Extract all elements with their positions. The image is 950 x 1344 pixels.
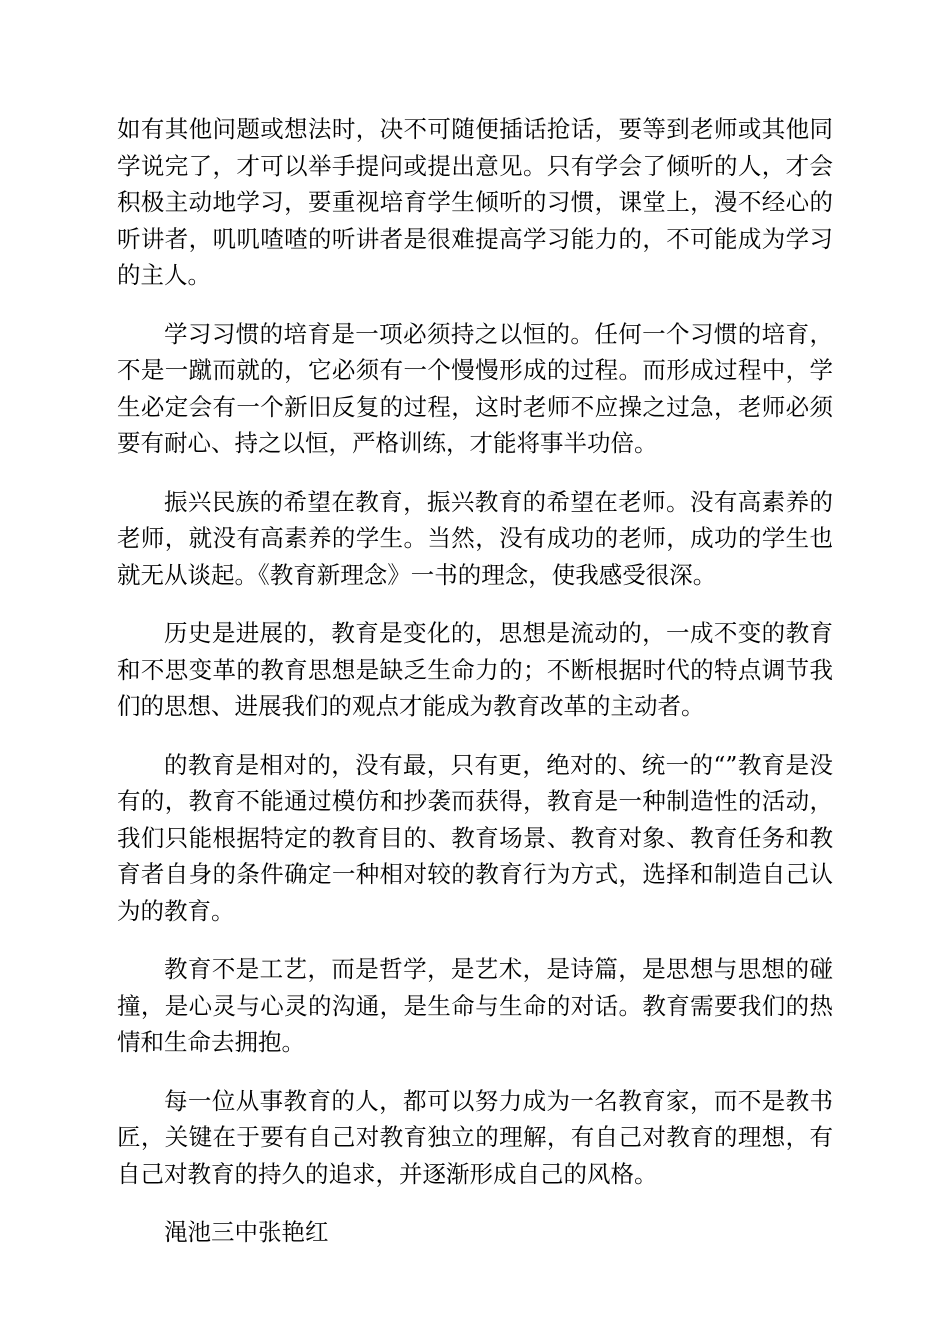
paragraph-2: 学习习惯的培育是一项必须持之以恒的。任何一个习惯的培育，不是一蹴而就的，它必须有一个慢慢形成的过程。而形成过程中，学生必定会有一个新旧反复的过程，这时老师不应操之过急，老师必须要有耐心、持之以恒，严格训练，才能将事半功倍。 <box>117 319 833 457</box>
paragraph-3: 振兴民族的希望在教育，振兴教育的希望在老师。没有高素养的老师，就没有高素养的学生。当然，没有成功的老师，成功的学生也就无从谈起。《教育新理念》一书的理念，使我感受很深。 <box>117 487 833 589</box>
paragraph-7: 每一位从事教育的人，都可以努力成为一名教育家，而不是教书匠，关键在于要有自己对教育独立的理解，有自己对教育的理想，有自己对教育的持久的追求，并逐渐形成自己的风格。 <box>117 1086 833 1188</box>
author-signature: 渑池三中张艳红 <box>164 1218 329 1246</box>
paragraph-4: 历史是进展的，教育是变化的，思想是流动的，一成不变的教育和不思变革的教育思想是缺乏生命力的；不断根据时代的特点调节我们的思想、进展我们的观点才能成为教育改革的主动者。 <box>117 619 833 720</box>
document-body <box>117 111 833 1273</box>
paragraph-6: 教育不是工艺，而是哲学，是艺术，是诗篇，是思想与思想的碰撞，是心灵与心灵的沟通，是生命与生命的对话。教育需要我们的热情和生命去拥抱。 <box>117 955 833 1056</box>
paragraph-1: 如有其他问题或想法时，决不可随便插话抢话，要等到老师或其他同学说完了，才可以举手提问或提出意见。只有学会了倾听的人，才会积极主动地学习，要重视培育学生倾听的习惯，课堂上，漫不经心的听讲者，叽叽喳喳的听讲者是很难提高学习能力的，不可能成为学习的主人。 <box>117 115 833 289</box>
paragraph-5: 的教育是相对的，没有最，只有更，绝对的、统一的“”教育是没有的，教育不能通过模仿和抄袭而获得，教育是一种制造性的活动，我们只能根据特定的教育目的、教育场景、教育对象、教育任务和教育者自身的条件确定一种相对较的教育行为方式，选择和制造自己认为的教育。 <box>117 750 833 925</box>
